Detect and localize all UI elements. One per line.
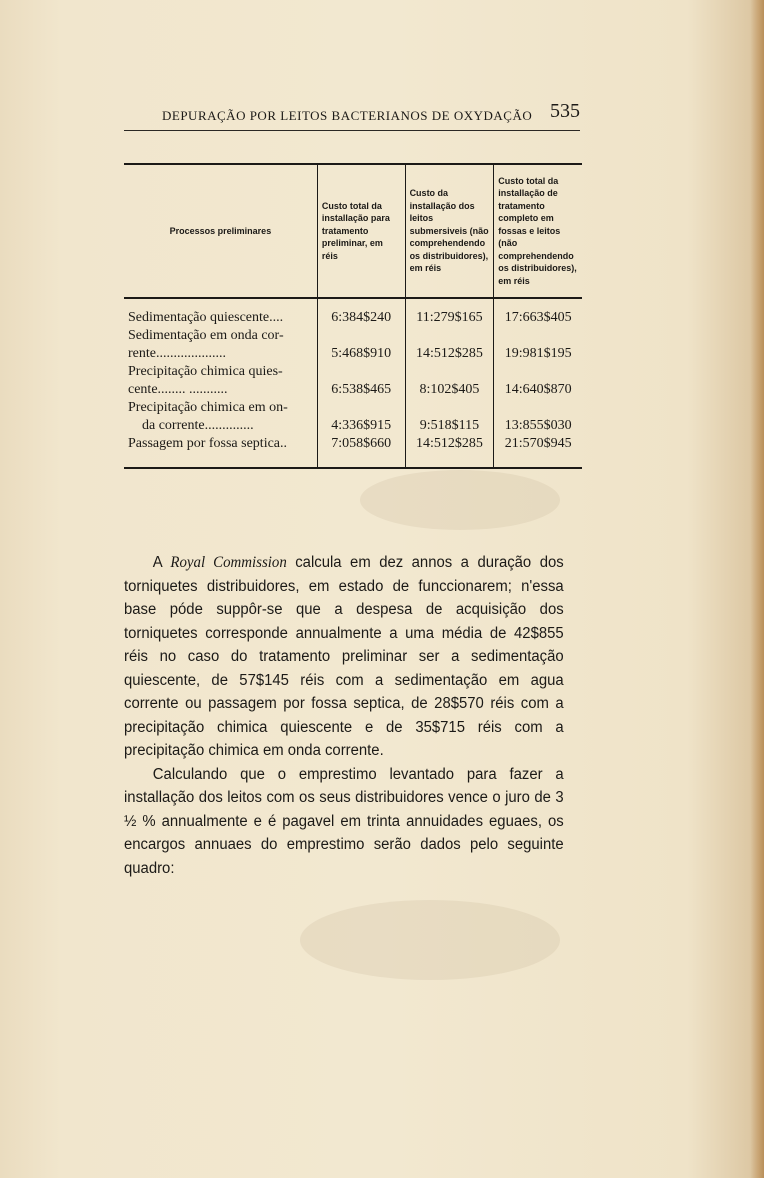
process-label-continuation: da corrente.............. [142,418,254,433]
header-processes: Processos preliminares [124,164,317,298]
process-cell [124,435,317,468]
table-row [124,399,582,435]
paragraph-text: A [152,554,171,571]
table-row [124,298,582,327]
paper-stain [360,470,560,530]
process-label-continuation: rente.................... [128,346,226,361]
table-row [124,327,582,363]
process-cell [124,399,317,435]
process-label: Precipitação chimica em on- [128,400,288,415]
table-row [124,363,582,399]
cost-cell: 14:512$285 [405,435,494,468]
cost-cell: 13:855$030 [494,399,582,435]
body-text [124,551,564,880]
header-beds-cost: Custo da installação dos leitos submersiveis (não comprehendendo os distribuidores), em réis [405,164,494,298]
cost-cell: 21:570$945 [494,435,582,468]
table-row [124,435,582,468]
cost-cell: 7:058$660 [317,435,405,468]
italic-term: Royal Commission [170,554,287,571]
header-preliminary-cost: Custo total da installação para tratamento preliminar, em réis [317,164,405,298]
paragraph [124,551,564,763]
table-header-row [124,164,582,298]
process-cell [124,363,317,399]
cost-cell: 14:640$870 [494,363,582,399]
process-label: Precipitação chimica quies- [128,364,283,379]
paper-stain [300,900,560,980]
process-cell [124,327,317,363]
header-title: DEPURAÇÃO POR LEITOS BACTERIANOS DE OXYDAÇÃO [162,108,533,123]
paragraph-text: calcula em dez annos a duração dos torniquetes distribuidores, em estado de funccionarem; n'essa base póde suppôr-se que a despesa de acquisição dos torniquetes corresponde annualmente a uma média de 42$855 réis no caso do tratamento preliminar ser a sedimentação quiescente, de 57$145 réis com a sedimentação em agua corrente ou passagem por fossa septica, de 28$570 réis com a precipitação chimica quiescente e de 35$715 réis com a precipitação chimica em onda corrente. [124,554,564,759]
cost-cell: 8:102$405 [405,363,494,399]
paragraph: Calculando que o emprestimo levantado para fazer a installação dos leitos com os seus distribuidores vence o juro de 3 ½ % annualmente e é pagavel em trinta annuidades eguaes, os encargos annuaes do emprestimo serão dados pelo seguinte quadro: [124,765,564,877]
cost-cell: 17:663$405 [494,298,582,327]
page-number: 535 [550,100,580,122]
header-total-cost: Custo total da installação de tratamento completo em fossas e leitos (não comprehendendo os distribuidores), em réis [494,164,582,298]
cost-cell: 19:981$195 [494,327,582,363]
process-label-continuation: cente........ ........... [128,382,228,397]
process-cell [124,298,317,327]
process-label: Sedimentação em onda cor- [128,328,284,343]
running-header [124,100,580,131]
page-edge [750,0,764,1178]
process-label: Passagem por fossa septica.. [128,436,288,451]
cost-cell: 4:336$915 [317,399,405,435]
cost-cell: 9:518$115 [405,399,494,435]
cost-cell: 5:468$910 [317,327,405,363]
cost-cell: 6:538$465 [317,363,405,399]
process-label: Sedimentação quiescente.... [128,310,284,325]
cost-cell: 11:279$165 [405,298,494,327]
cost-cell: 6:384$240 [317,298,405,327]
cost-cell: 14:512$285 [405,327,494,363]
cost-table [124,163,582,469]
